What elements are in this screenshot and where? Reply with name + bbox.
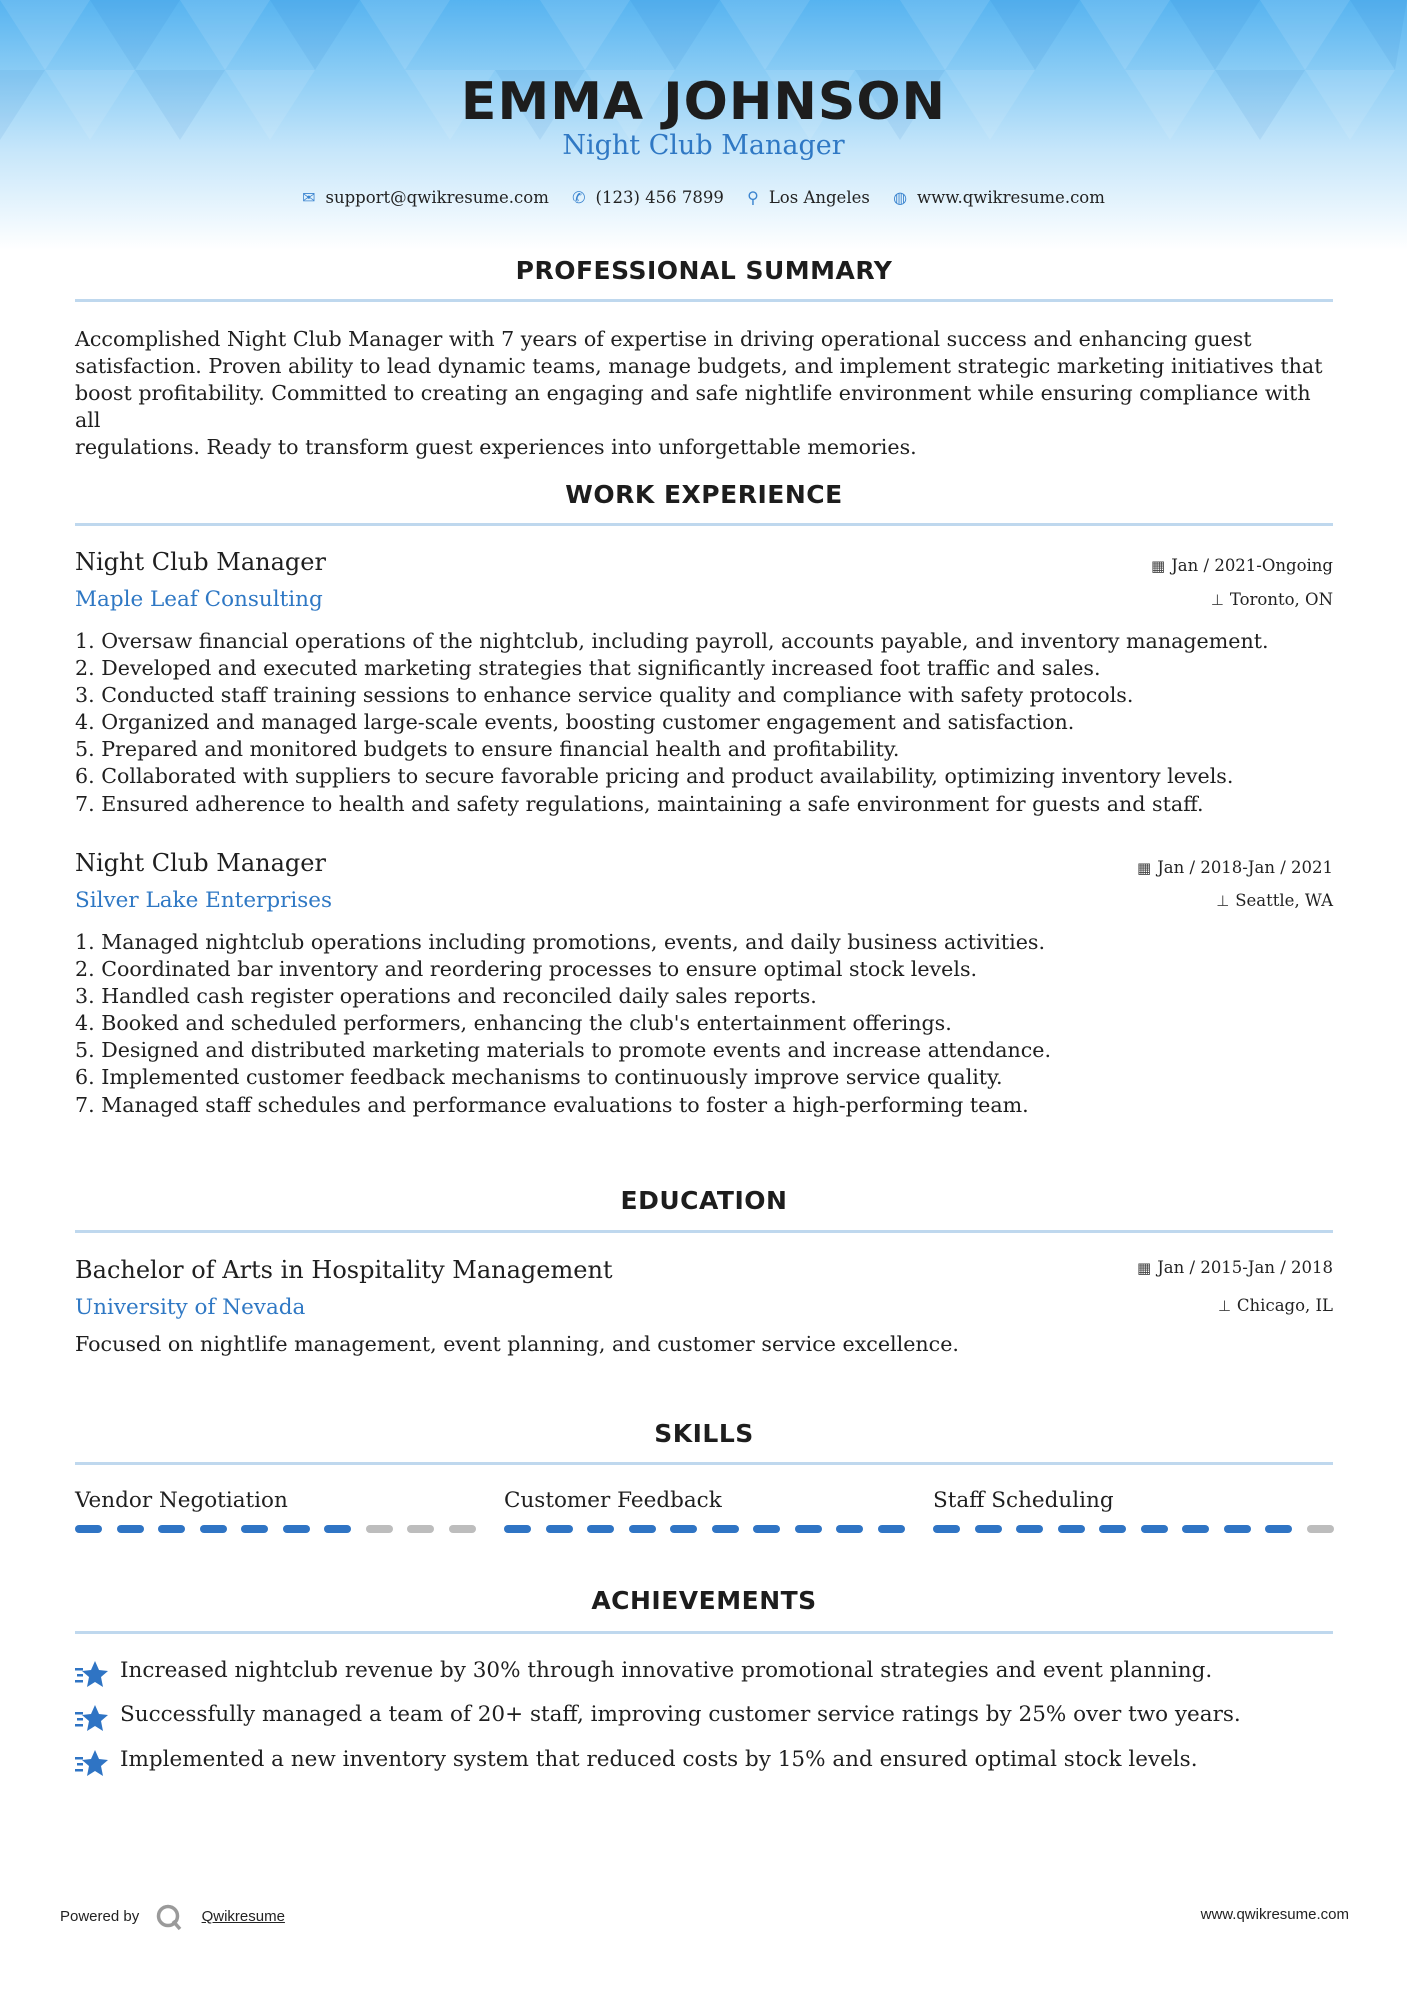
job-dates: ▦ Jan / 2018-Jan / 2021 — [1137, 858, 1333, 877]
skill-dash-filled — [1141, 1525, 1168, 1533]
list-item: 2. Coordinated bar inventory and reordering processes to ensure optimal stock levels. — [75, 957, 978, 982]
skill-dash-filled — [1016, 1525, 1043, 1533]
school-name: University of Nevada — [75, 1295, 306, 1320]
job-company: Silver Lake Enterprises — [75, 888, 333, 913]
skill-dash-filled — [670, 1525, 697, 1533]
list-item: 2. Developed and executed marketing strategies that significantly increased foot traffic and sales. — [75, 656, 1101, 681]
location-icon: ⚲ — [747, 188, 759, 207]
footer-powered-by: Powered by Qwikresume — [60, 1903, 285, 1931]
globe-icon: ◍ — [893, 188, 908, 207]
skill-dash-empty — [407, 1525, 434, 1533]
skill-dash-filled — [878, 1525, 905, 1533]
skill-dash-filled — [712, 1525, 739, 1533]
skill-dash-filled — [795, 1525, 822, 1533]
list-item: 7. Ensured adherence to health and safety regulations, maintaining a safe environment for guests and staff. — [75, 791, 1204, 816]
skill-dash-filled — [1182, 1525, 1209, 1533]
list-item: 6. Implemented customer feedback mechanisms to continuously improve service quality. — [75, 1065, 1003, 1090]
section-divider — [75, 1230, 1333, 1233]
skill-dash-filled — [753, 1525, 780, 1533]
brand-link[interactable]: Qwikresume — [201, 1907, 285, 1925]
skill-name: Staff Scheduling — [933, 1488, 1114, 1513]
experience-heading: WORK EXPERIENCE — [565, 480, 843, 509]
candidate-role: Night Club Manager — [562, 130, 845, 161]
skill-dash-empty — [449, 1525, 476, 1533]
calendar-icon: ▦ — [1137, 859, 1152, 877]
skill-dash-filled — [241, 1525, 268, 1533]
candidate-name: EMMA JOHNSON — [460, 72, 947, 132]
skill-name: Vendor Negotiation — [75, 1488, 288, 1513]
contact-phone[interactable]: ✆ (123) 456 7899 — [572, 188, 724, 207]
skill-dash-filled — [975, 1525, 1002, 1533]
star-icon — [75, 1703, 109, 1733]
skill-dash-filled — [629, 1525, 656, 1533]
job-title: Night Club Manager — [75, 548, 326, 576]
section-divider — [75, 1631, 1333, 1634]
job-title: Night Club Manager — [75, 849, 326, 877]
skill-dash-filled — [200, 1525, 227, 1533]
contact-location: ⚲ Los Angeles — [747, 188, 870, 207]
calendar-icon: ▦ — [1151, 557, 1166, 575]
skill-dash-empty — [1307, 1525, 1334, 1533]
skill-level-meter — [504, 1525, 905, 1533]
qwikresume-logo-icon — [155, 1903, 183, 1931]
education-description: Focused on nightlife management, event planning, and customer service excellence. — [75, 1332, 959, 1356]
skill-dash-filled — [324, 1525, 351, 1533]
skill-level-meter — [933, 1525, 1334, 1533]
skill-dash-filled — [1099, 1525, 1126, 1533]
skill-dash-filled — [117, 1525, 144, 1533]
pin-icon: ⊥ — [1217, 1297, 1231, 1315]
achievements-heading: ACHIEVEMENTS — [591, 1586, 817, 1615]
skill-dash-filled — [933, 1525, 960, 1533]
skill-dash-filled — [283, 1525, 310, 1533]
pin-icon: ⊥ — [1216, 892, 1230, 910]
education-dates: ▦ Jan / 2015-Jan / 2018 — [1137, 1258, 1333, 1277]
list-item: 5. Prepared and monitored budgets to ensure financial health and profitability. — [75, 737, 900, 762]
list-item: 3. Handled cash register operations and reconciled daily sales reports. — [75, 984, 817, 1009]
pin-icon: ⊥ — [1210, 591, 1224, 609]
list-item: 1. Oversaw financial operations of the nightclub, including payroll, accounts payable, and inventory management. — [75, 629, 1269, 653]
star-icon — [75, 1748, 109, 1778]
section-divider — [75, 299, 1333, 302]
skill-dash-filled — [1265, 1525, 1292, 1533]
calendar-icon: ▦ — [1137, 1259, 1152, 1277]
education-heading: EDUCATION — [620, 1186, 788, 1215]
phone-icon: ✆ — [572, 188, 586, 207]
skills-heading: SKILLS — [654, 1419, 754, 1448]
list-item: 4. Booked and scheduled performers, enhancing the club's entertainment offerings. — [75, 1011, 952, 1036]
job-duties — [75, 628, 1335, 818]
contact-row — [0, 188, 1407, 207]
job-duties — [75, 929, 1335, 1119]
list-item: 3. Conducted staff training sessions to enhance service quality and compliance with safety protocols. — [75, 683, 1134, 708]
job-dates: ▦ Jan / 2021-Ongoing — [1151, 556, 1333, 575]
skill-dash-filled — [836, 1525, 863, 1533]
star-icon — [75, 1659, 109, 1689]
list-item: 4. Organized and managed large-scale events, boosting customer engagement and satisfaction. — [75, 710, 1075, 735]
skill-dash-filled — [1058, 1525, 1085, 1533]
degree-title: Bachelor of Arts in Hospitality Management — [75, 1256, 613, 1284]
skill-level-meter — [75, 1525, 476, 1533]
list-item: 5. Designed and distributed marketing materials to promote events and increase attendance. — [75, 1038, 1051, 1063]
summary-heading: PROFESSIONAL SUMMARY — [515, 256, 893, 285]
job-location: ⊥ Toronto, ON — [1210, 590, 1333, 609]
skill-dash-filled — [1224, 1525, 1251, 1533]
contact-website[interactable]: ◍ www.qwikresume.com — [893, 188, 1105, 207]
list-item: 7. Managed staff schedules and performance evaluations to foster a high-performing team. — [75, 1092, 1029, 1117]
skill-dash-filled — [504, 1525, 531, 1533]
education-location: ⊥ Chicago, IL — [1217, 1296, 1333, 1315]
skill-dash-filled — [158, 1525, 185, 1533]
skill-dash-filled — [587, 1525, 614, 1533]
skill-dash-filled — [75, 1525, 102, 1533]
list-item: 6. Collaborated with suppliers to secure favorable pricing and product availability, optimizing inventory levels. — [75, 764, 1234, 789]
section-divider — [75, 1462, 1333, 1465]
footer-website[interactable]: www.qwikresume.com — [1200, 1906, 1349, 1923]
job-location: ⊥ Seattle, WA — [1216, 891, 1333, 910]
summary-text: Accomplished Night Club Manager with 7 years of expertise in driving operational success and enhancing guest satisfaction. Proven ability to lead dynamic teams, manage budgets, and implement strategic marketing initiatives that boost profitability. Committed to creating an engaging and safe nightlife environment while ensuring compliance with all regulations. Ready to transform guest experiences into unforgettable memories. — [75, 327, 1323, 459]
section-divider — [75, 523, 1333, 526]
skill-dash-filled — [546, 1525, 573, 1533]
skill-dash-empty — [366, 1525, 393, 1533]
contact-email[interactable]: ✉ support@qwikresume.com — [302, 188, 549, 207]
skill-name: Customer Feedback — [504, 1488, 722, 1513]
envelope-icon: ✉ — [302, 188, 316, 207]
list-item: 1. Managed nightclub operations including promotions, events, and daily business activities. — [75, 930, 1046, 954]
job-company: Maple Leaf Consulting — [75, 587, 323, 612]
